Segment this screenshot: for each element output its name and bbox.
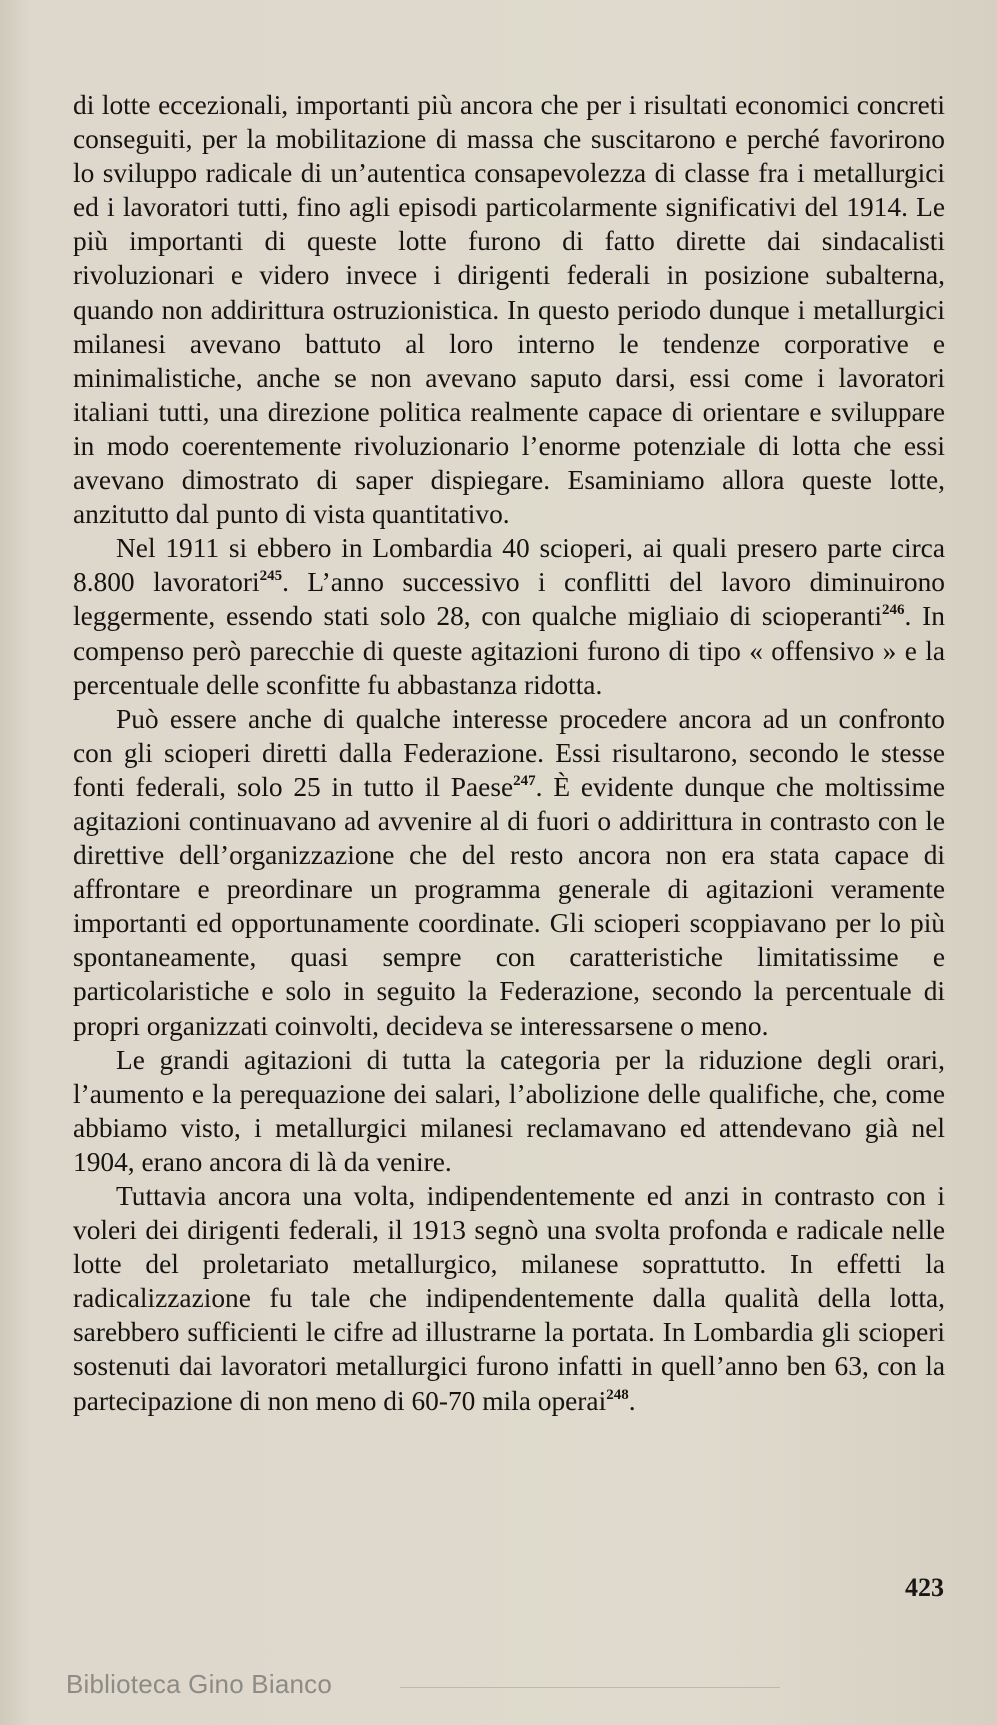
footnote-ref: 245 — [259, 568, 283, 585]
paragraph — [73, 702, 945, 1043]
paragraph-text: . L’anno successivo i conflitti del lavoro diminuirono leggermente, essendo stati solo 28, con qualche migliaio di scioperanti — [73, 567, 946, 632]
paragraph — [73, 88, 945, 531]
footnote-ref: 246 — [882, 602, 905, 619]
footnote-ref: 247 — [513, 772, 536, 789]
body-text — [73, 88, 945, 1418]
paragraph — [73, 531, 945, 701]
paragraph-text: Le grandi agitazioni di tutta la categoria per la riduzione degli orari, l’aumento e la perequazione dei salari, l’abolizione delle qualifiche, che, come abbiamo visto, i metallurgici milanesi reclamavano ed attendevano già nel 1904, erano ancora di là da venire. — [73, 1044, 945, 1177]
page-number: 423 — [905, 1573, 944, 1602]
paragraph — [73, 1043, 945, 1179]
paragraph — [73, 1179, 945, 1418]
paragraph-text: . — [628, 1385, 636, 1416]
paragraph-text: di lotte eccezionali, importanti più ancora che per i risultati economici concreti conseguiti, per la mobilitazione di massa che suscitarono e perché favorirono lo sviluppo radicale di un’autentica consapevolezza di classe fra i metallurgici ed i lavoratori tutti, fino agli episodi particolarmente significativi del 1914. Le più importanti di queste lotte furono di fatto dirette dai sindacalisti rivoluzionari e videro invece i dirigenti federali in posizione subalterna, quando non addirittura ostruzionistica. In questo periodo dunque i metallurgici milanesi avevano battuto al loro interno le tendenze corporative e minimalistiche, anche se non avevano saputo darsi, essi come i lavoratori italiani tutti, una direzione politica realmente capace di orientare e sviluppare in modo coerentemente rivoluzionario l’enorme potenziale di lotta che essi avevano dimostrato di saper dispiegare. Esaminiamo allora queste lotte, anzitutto dal punto di vista quantitativo. — [73, 90, 945, 530]
paragraph-text: Può essere anche di qualche interesse procedere ancora ad un confronto con gli scioperi diretti dalla Federazione. Essi risultarono, secondo le stesse fonti federali, solo 25 in tutto il Paese — [73, 703, 945, 802]
footnote-ref: 248 — [606, 1386, 629, 1403]
paragraph-text: . È evidente dunque che moltissime agitazioni continuavano ad avvenire al di fuori o addirittura in contrasto con le direttive dell’organizzazione che del resto ancora non era stata capace di affrontare e preordinare un programma generale di agitazioni veramente importanti ed opportunamente coordinate. Gli scioperi scoppiavano per lo più spontaneamente, quasi sempre con caratteristiche limitatissime e particolaristiche e solo in seguito la Federazione, secondo la percentuale di propri organizzati coinvolti, decideva se interessarsene o meno. — [73, 771, 945, 1041]
paragraph-text: Nel 1911 si ebbero in Lombardia 40 scioperi, ai quali presero parte circa 8.800 lavoratori — [73, 533, 945, 598]
paragraph-text: . In compenso però parecchie di queste agitazioni furono di tipo « offensivo » e la percentuale delle sconfitte fu abbastanza ridotta. — [73, 601, 945, 700]
watermark-rule — [400, 1687, 780, 1688]
library-watermark: Biblioteca Gino Bianco — [66, 1669, 332, 1699]
paragraph-text: Tuttavia ancora una volta, indipendentemente ed anzi in contrasto con i voleri dei dirigenti federali, il 1913 segnò una svolta profonda e radicale nelle lotte del proletariato metallurgico, milanese soprattutto. In effetti la radicalizzazione fu tale che indipendentemente dalla qualità della lotta, sarebbero sufficienti le cifre ad illustrarne la portata. In Lombardia gli scioperi sostenuti dai lavoratori metallurgici furono infatti in quell’anno ben 63, con la partecipazione di non meno di 60-70 mila operai — [73, 1181, 945, 1416]
